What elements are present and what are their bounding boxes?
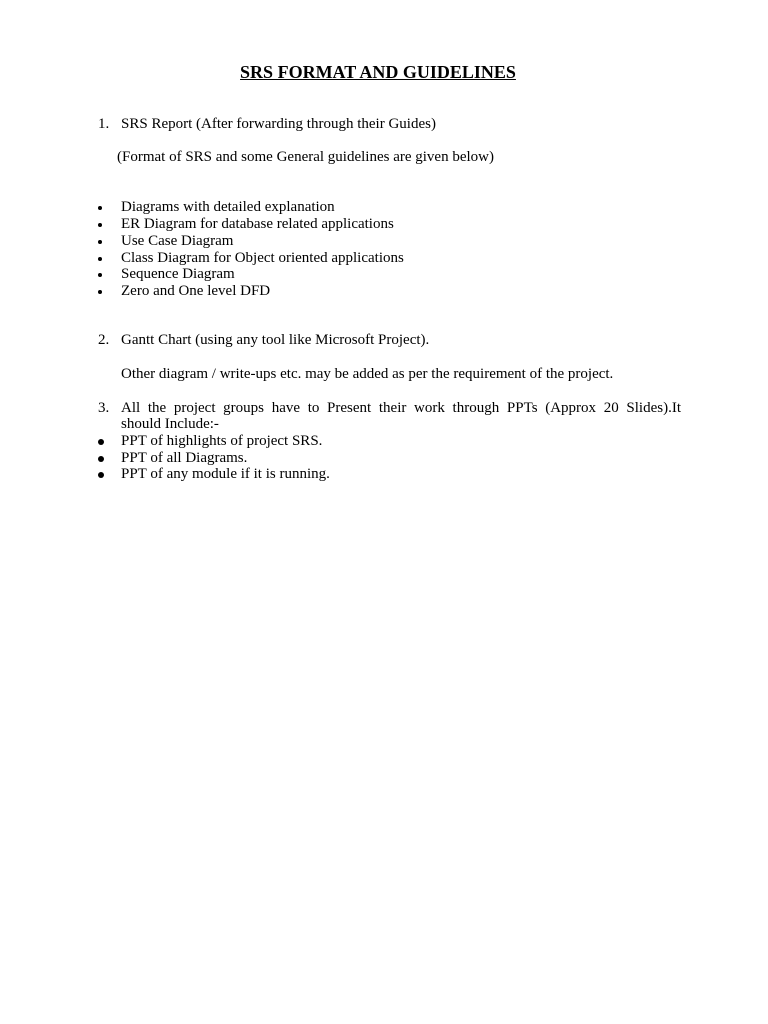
bullet-icon: [98, 216, 104, 233]
bullet-icon: [98, 433, 104, 450]
section-3-bullet-item: PPT of any module if it is running.: [121, 466, 330, 482]
page-title: SRS FORMAT AND GUIDELINES: [240, 62, 516, 82]
bullet-icon: [98, 250, 104, 267]
section-3-heading-line-2: should Include:-: [121, 416, 219, 432]
section-1-bullet-item: Diagrams with detailed explanation: [121, 199, 335, 215]
section-1-bullet-item: Use Case Diagram: [121, 233, 234, 249]
section-1-heading: SRS Report (After forwarding through their Guides): [121, 116, 436, 132]
section-2-number: 2.: [98, 332, 110, 348]
bullet-icon: [98, 466, 104, 483]
section-1-bullet-item: Zero and One level DFD: [121, 283, 271, 299]
bullet-icon: [98, 233, 104, 250]
section-3-bullet-item: PPT of all Diagrams.: [121, 450, 248, 466]
bullet-icon: [98, 266, 104, 283]
bullet-icon: [98, 450, 104, 467]
bullet-icon: [98, 283, 104, 300]
section-3-bullet-item: PPT of highlights of project SRS.: [121, 433, 323, 449]
section-1-bullet-item: ER Diagram for database related applications: [121, 216, 394, 232]
section-3-heading-line-1: All the project groups have to Present their work through PPTs (Approx 20 Slides).It: [121, 400, 681, 416]
bullet-icon: [98, 199, 104, 216]
section-1-bullet-item: Class Diagram for Object oriented applications: [121, 250, 404, 266]
section-3-number: 3.: [98, 400, 110, 416]
section-1-note: (Format of SRS and some General guidelines are given below): [117, 149, 494, 165]
section-1-bullet-item: Sequence Diagram: [121, 266, 235, 282]
section-2-heading: Gantt Chart (using any tool like Microsoft Project).: [121, 332, 430, 348]
section-1-number: 1.: [98, 116, 110, 132]
section-2-note: Other diagram / write-ups etc. may be added as per the requirement of the project.: [121, 366, 614, 382]
